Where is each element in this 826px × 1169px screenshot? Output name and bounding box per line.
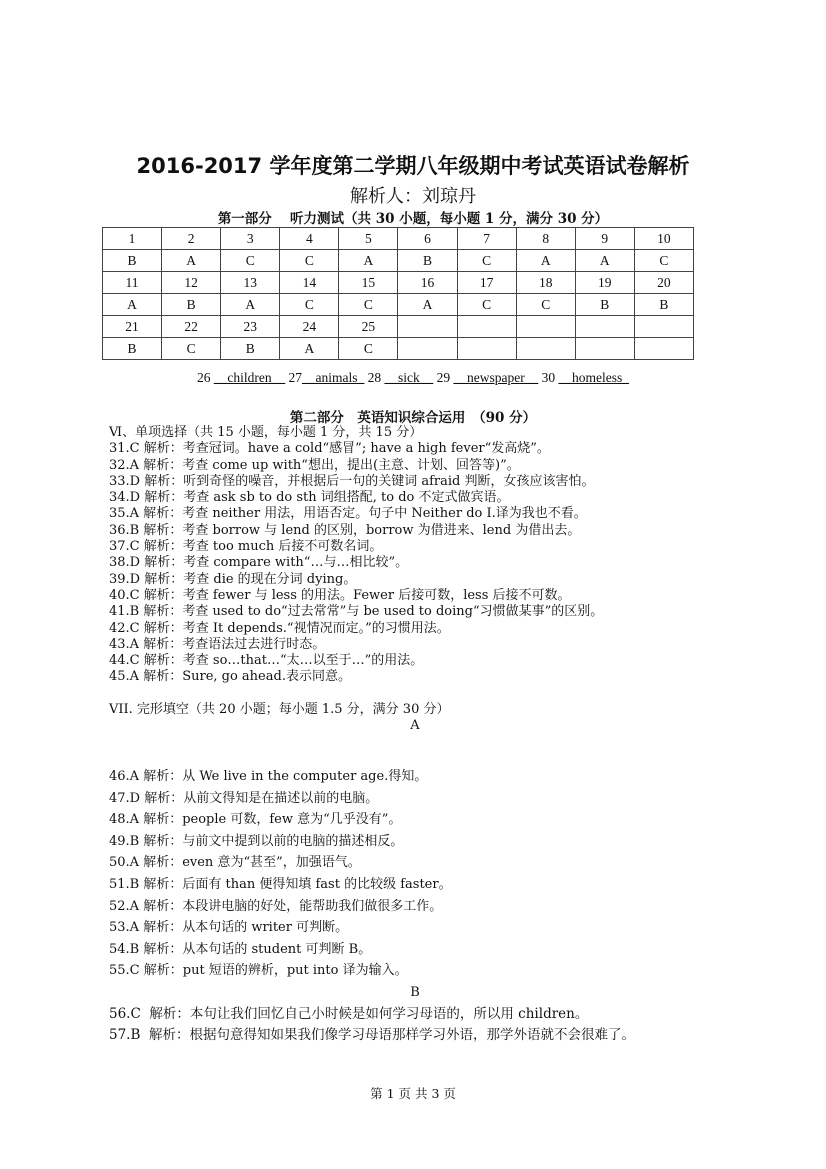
table-cell: 18	[516, 272, 575, 294]
table-cell: C	[339, 294, 398, 316]
table-cell: C	[280, 294, 339, 316]
table-cell: A	[221, 294, 280, 316]
list-item	[109, 555, 721, 571]
table-cell: 3	[221, 228, 280, 250]
table-cell: 2	[162, 228, 221, 250]
table-cell: A	[280, 338, 339, 360]
item-explanation: 考查冠词。have a cold“感冒”; have a high fever“发高烧”。	[182, 441, 550, 457]
item-explanation: put 短语的辨析，put into 译为输入。	[182, 963, 408, 979]
table-row	[103, 294, 694, 316]
item-explanation: 根据句意得知如果我们像学习母语那样学习外语，那学外语就不会很难了。	[189, 1026, 635, 1043]
item-explanation: 考查 fewer 与 less 的用法。Fewer 后接可数，less 后接不可数。	[182, 587, 571, 603]
list-item	[109, 960, 721, 982]
table-cell: B	[398, 250, 457, 272]
item-explanation: 本段讲电脑的好处，能帮助我们做很多工作。	[182, 898, 443, 914]
item-number: 31.C 解析：	[109, 441, 183, 457]
list-item	[109, 523, 721, 539]
item-explanation: 考查 ask sb to do sth 词组搭配, to do 不定式做宾语。	[183, 490, 510, 506]
list-item	[109, 939, 721, 961]
item-number: 52.A 解析：	[109, 898, 183, 914]
list-item	[109, 766, 721, 788]
table-cell: 6	[398, 228, 457, 250]
item-number: 41.B 解析：	[109, 604, 183, 620]
item-explanation: 考查 die 的现在分词 dying。	[183, 571, 357, 587]
table-cell: 4	[280, 228, 339, 250]
list-item	[109, 1025, 721, 1046]
table-cell: 17	[457, 272, 516, 294]
cloze-a-label: A	[410, 718, 420, 734]
table-cell: C	[457, 294, 516, 316]
item-explanation: 从 We live in the computer age.得知。	[182, 769, 428, 784]
table-cell: A	[339, 250, 398, 272]
page-footer: 第 1 页 共 3 页	[370, 1086, 456, 1101]
table-cell	[457, 316, 516, 338]
author-line: 解析人：刘琼丹	[350, 186, 476, 207]
table-cell: C	[634, 250, 693, 272]
table-cell	[634, 338, 693, 360]
item-explanation: even 意为“甚至”，加强语气。	[182, 855, 361, 871]
item-number: 43.A 解析：	[109, 636, 183, 652]
table-cell	[516, 338, 575, 360]
item-explanation: 从前文得知是在描述以前的电脑。	[183, 790, 379, 806]
item-explanation: 考查 too much 后接不可数名词。	[182, 539, 383, 555]
item-number: 38.D 解析：	[109, 555, 184, 571]
item-number: 42.C 解析：	[109, 620, 183, 636]
table-cell: 25	[339, 316, 398, 338]
item-explanation: 本句让我们回忆自己小时候是如何学习母语的，所以用 children。	[189, 1005, 589, 1022]
table-cell	[398, 338, 457, 360]
item-explanation: 考查 compare with“…与…相比较”。	[183, 555, 409, 571]
listening-answer-table	[102, 227, 694, 360]
list-item	[109, 604, 721, 620]
list-item	[109, 588, 721, 604]
table-cell: 10	[634, 228, 693, 250]
part1-heading: 第一部分 听力测试（共 30 小题，每小题 1 分，满分 30 分）	[217, 211, 609, 227]
item-explanation: 考查 neither 用法，用语否定。句子中 Neither do I.译为我也不看。	[182, 506, 587, 522]
table-cell: 5	[339, 228, 398, 250]
list-item	[109, 917, 721, 939]
table-row	[103, 250, 694, 272]
part2-heading: 第二部分 英语知识综合运用 （90 分）	[289, 410, 537, 426]
list-item	[109, 441, 721, 457]
table-cell: 12	[162, 272, 221, 294]
list-item	[109, 852, 721, 874]
list-item	[109, 831, 721, 853]
table-cell: 7	[457, 228, 516, 250]
item-number: 57.B 解析：	[109, 1026, 190, 1043]
item-explanation: 考查语法过去进行时态。	[182, 636, 326, 652]
single-choice-heading: Ⅵ、单项选择（共 15 小题，每小题 1 分，共 15 分）	[109, 425, 423, 440]
table-cell: A	[516, 250, 575, 272]
list-item	[109, 809, 721, 831]
table-cell: 13	[221, 272, 280, 294]
table-cell: C	[457, 250, 516, 272]
single-choice-section	[109, 425, 721, 734]
item-number: 50.A 解析：	[109, 855, 183, 871]
list-item	[109, 788, 721, 810]
item-number: 47.D 解析：	[109, 790, 184, 806]
item-number: 44.C 解析：	[109, 653, 183, 669]
item-explanation: 考查 used to do“过去常常”与 be used to doing“习惯做某事”的区别。	[182, 604, 604, 620]
item-number: 46.A 解析：	[109, 769, 183, 784]
list-item	[109, 539, 721, 555]
item-explanation: 与前文中提到以前的电脑的描述相反。	[182, 833, 404, 849]
list-item	[109, 874, 721, 896]
list-item	[109, 572, 721, 588]
list-item	[109, 669, 721, 685]
table-cell	[516, 316, 575, 338]
item-number: 53.A 解析：	[109, 920, 183, 936]
table-cell	[575, 316, 634, 338]
table-cell: C	[162, 338, 221, 360]
table-cell: B	[103, 338, 162, 360]
list-item	[109, 490, 721, 506]
table-cell: B	[575, 294, 634, 316]
table-cell: 16	[398, 272, 457, 294]
table-row	[103, 338, 694, 360]
table-cell: B	[634, 294, 693, 316]
fill-item: 30 __homeless_	[541, 370, 629, 385]
item-explanation: 考查 come up with“想出，提出(主意、计划、回答等)”。	[182, 457, 520, 473]
item-number: 32.A 解析：	[109, 457, 183, 473]
table-cell: B	[221, 338, 280, 360]
item-number: 35.A 解析：	[109, 506, 183, 522]
item-number: 34.D 解析：	[109, 490, 184, 506]
table-cell: B	[103, 250, 162, 272]
table-cell: 8	[516, 228, 575, 250]
table-cell	[398, 316, 457, 338]
table-cell: 9	[575, 228, 634, 250]
cloze-b-label: B	[410, 984, 420, 1000]
item-explanation: 考查 so…that…“太…以至于…”的用法。	[182, 653, 424, 669]
item-explanation: 考查 borrow 与 lend 的区别，borrow 为借进来、lend 为借出去。	[182, 522, 581, 538]
table-cell: 23	[221, 316, 280, 338]
table-cell: A	[103, 294, 162, 316]
item-number: 56.C 解析：	[109, 1005, 190, 1022]
item-number: 36.B 解析：	[109, 522, 183, 538]
item-explanation: people 可数，few 意为“几乎没有”。	[182, 812, 402, 828]
list-item	[109, 1004, 721, 1025]
fill-item: 26 __children__	[197, 370, 286, 385]
table-cell: C	[221, 250, 280, 272]
fill-item: 27__animals_	[288, 370, 365, 385]
item-explanation: Sure, go ahead.表示同意。	[182, 669, 351, 685]
table-cell	[575, 338, 634, 360]
table-row	[103, 316, 694, 338]
table-cell: 15	[339, 272, 398, 294]
table-cell: 19	[575, 272, 634, 294]
item-explanation: 考查 It depends.“视情况而定。”的习惯用法。	[182, 620, 450, 636]
listening-fill-line	[0, 370, 826, 386]
table-cell: C	[280, 250, 339, 272]
list-item	[109, 621, 721, 637]
cloze-heading: VII. 完形填空（共 20 小题；每小题 1.5 分，满分 30 分）	[109, 701, 450, 717]
table-cell: A	[575, 250, 634, 272]
item-number: 55.C 解析：	[109, 963, 183, 979]
list-item	[109, 896, 721, 918]
table-cell: C	[339, 338, 398, 360]
item-number: 45.A 解析：	[109, 669, 183, 685]
cloze-section	[109, 766, 721, 1046]
table-row	[103, 272, 694, 294]
item-explanation: 后面有 than 便得知填 fast 的比较级 faster。	[182, 876, 452, 892]
table-cell: 20	[634, 272, 693, 294]
list-item	[109, 458, 721, 474]
item-number: 37.C 解析：	[109, 539, 183, 555]
table-cell: A	[398, 294, 457, 316]
list-item	[109, 474, 721, 490]
fill-item: 29 __newspaper__	[436, 370, 539, 385]
item-number: 48.A 解析：	[109, 812, 183, 828]
list-item	[109, 653, 721, 669]
table-cell	[457, 338, 516, 360]
item-number: 40.C 解析：	[109, 587, 183, 603]
item-number: 54.B 解析：	[109, 941, 183, 957]
table-cell: B	[162, 294, 221, 316]
table-row	[103, 228, 694, 250]
table-cell: 24	[280, 316, 339, 338]
item-number: 33.D 解析：	[109, 473, 184, 489]
list-item	[109, 637, 721, 653]
item-explanation: 听到奇怪的噪音，并根据后一句的关键词 afraid 判断，女孩应该害怕。	[183, 473, 595, 489]
item-number: 51.B 解析：	[109, 876, 183, 892]
item-explanation: 从本句话的 student 可判断 B。	[182, 941, 372, 957]
list-item	[109, 506, 721, 522]
table-cell: 22	[162, 316, 221, 338]
table-cell	[634, 316, 693, 338]
item-explanation: 从本句话的 writer 可判断。	[182, 920, 349, 936]
item-number: 49.B 解析：	[109, 833, 183, 849]
fill-item: 28 __sick__	[367, 370, 434, 385]
table-cell: 14	[280, 272, 339, 294]
item-number: 39.D 解析：	[109, 571, 184, 587]
table-cell: 21	[103, 316, 162, 338]
table-cell: C	[516, 294, 575, 316]
table-cell: A	[162, 250, 221, 272]
page-title: 2016-2017 学年度第二学期八年级期中考试英语试卷解析	[136, 154, 690, 178]
table-cell: 11	[103, 272, 162, 294]
table-cell: 1	[103, 228, 162, 250]
